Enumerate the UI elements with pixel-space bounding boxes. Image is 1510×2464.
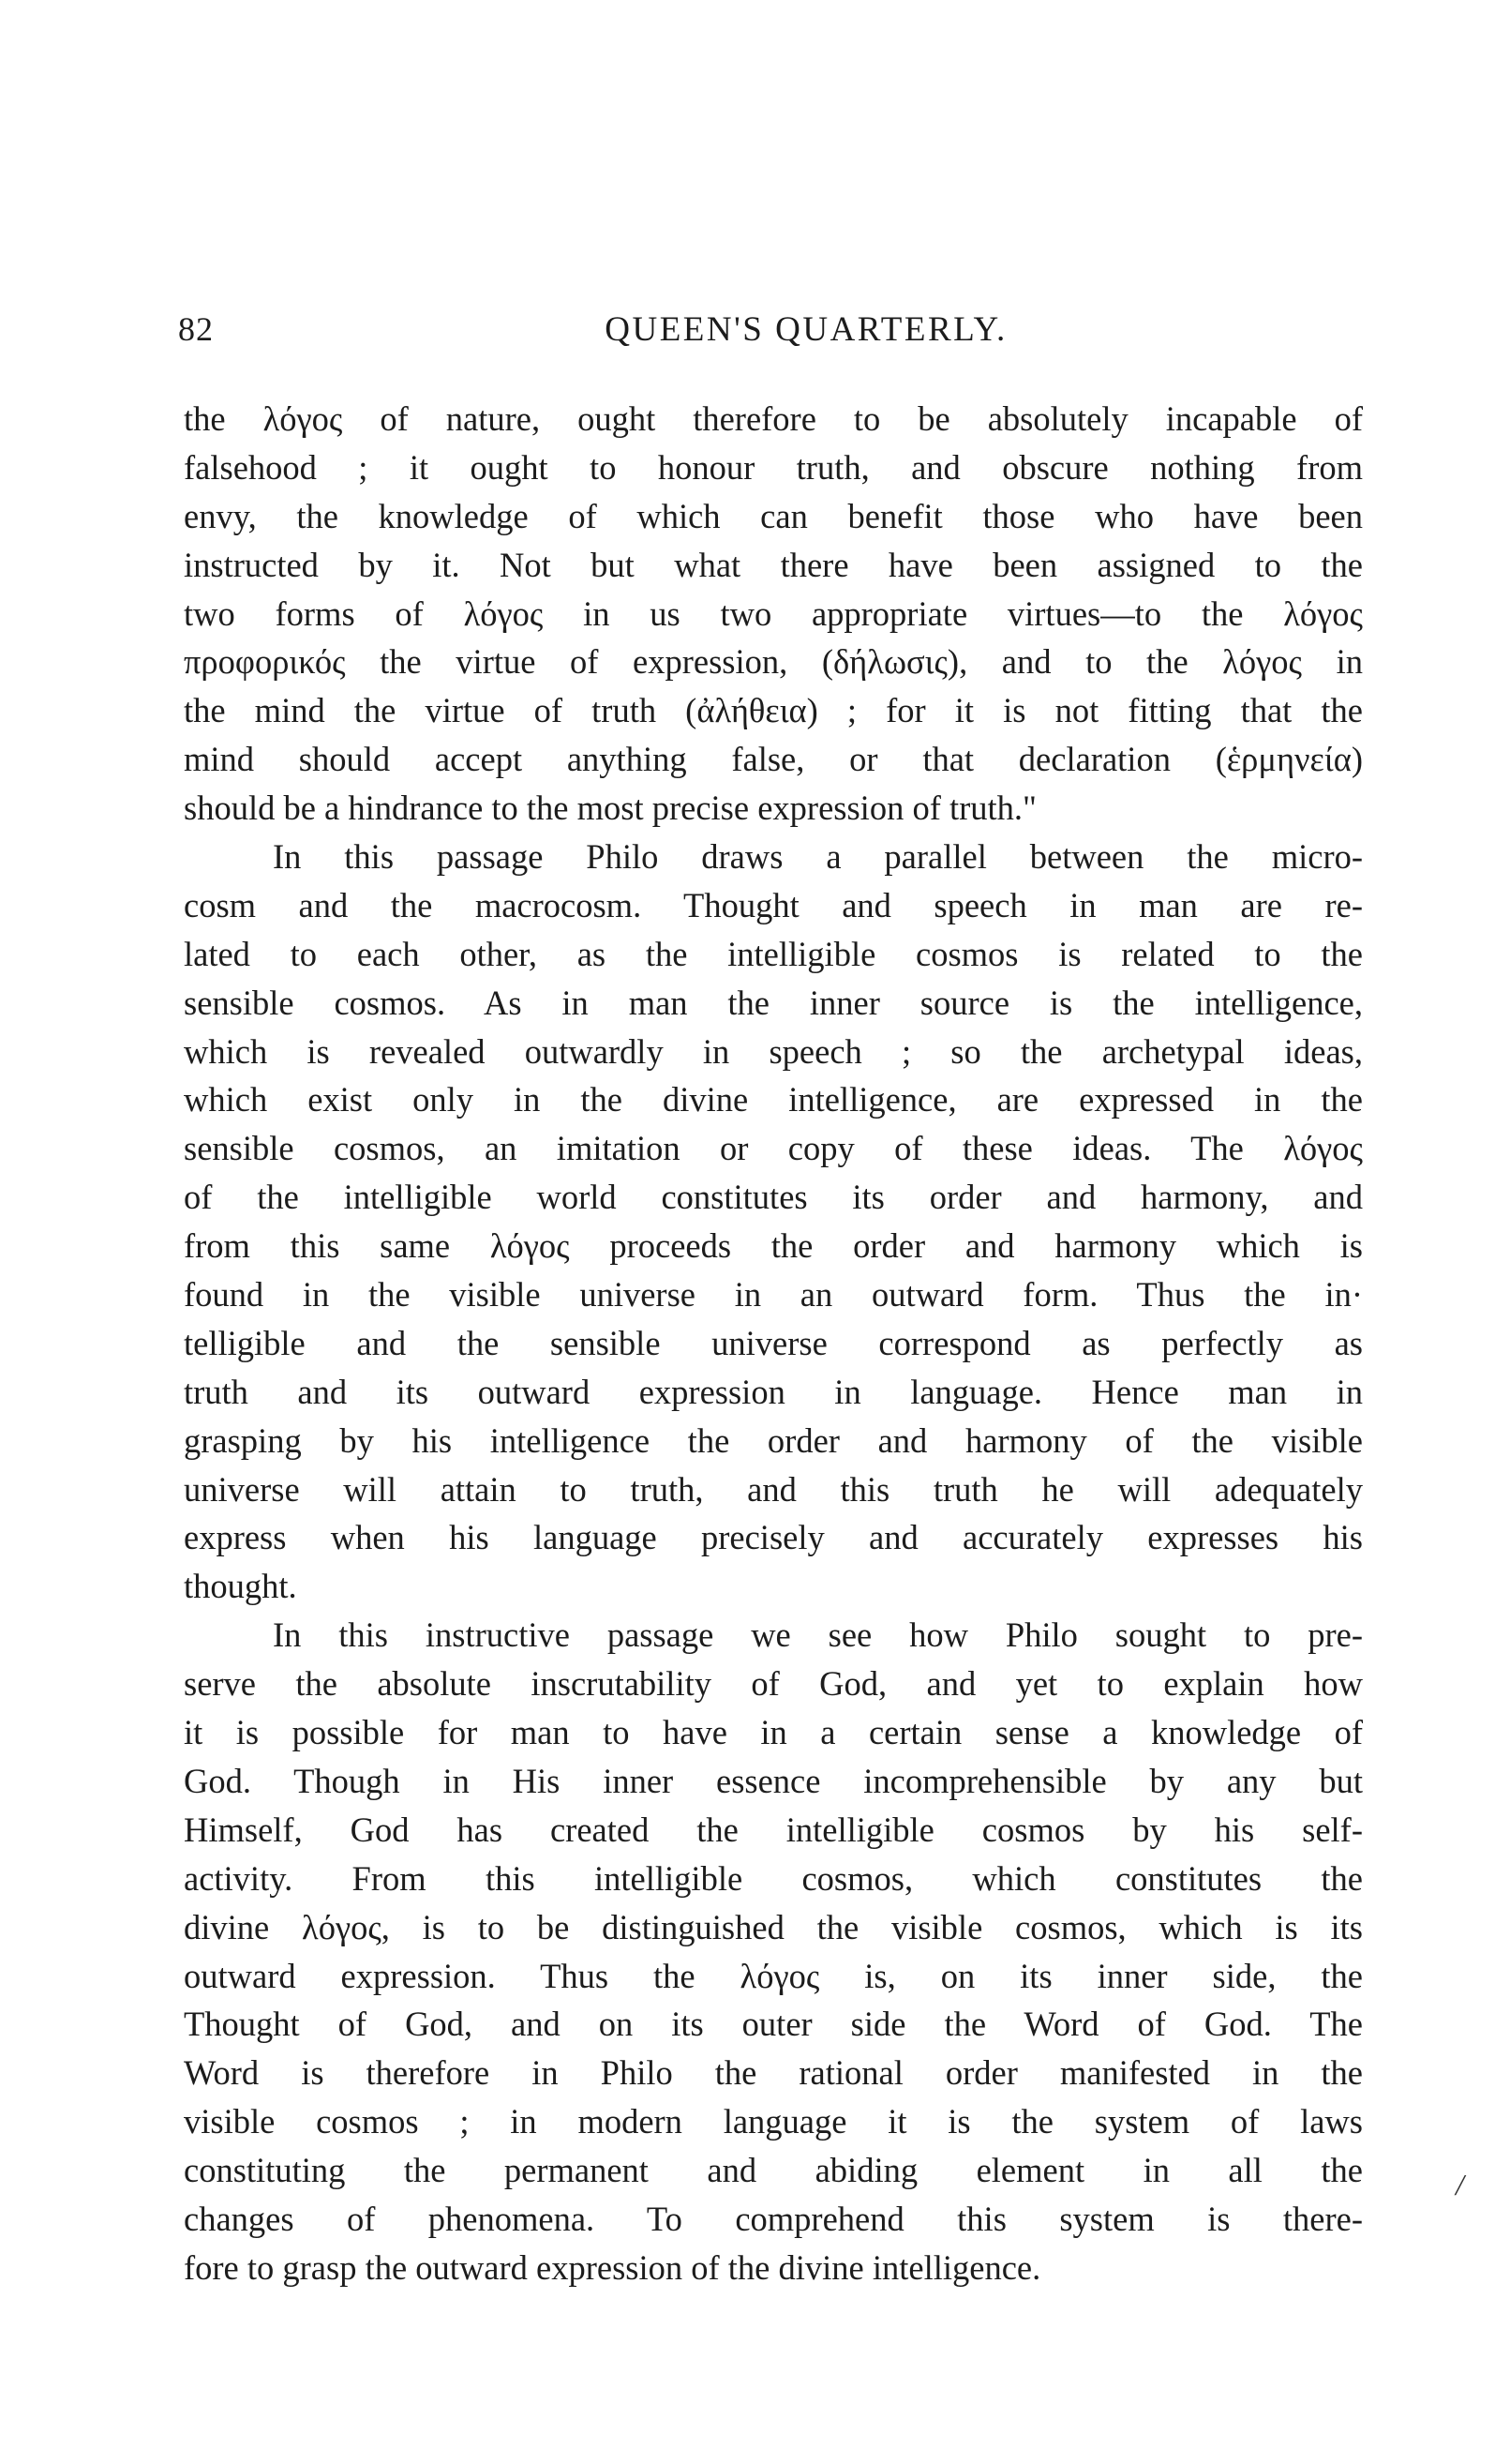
page-header [178, 309, 1378, 356]
margin-mark: / [1456, 2168, 1464, 2201]
text-line: cosm and the macrocosm. Thought and speech in man are re- [184, 885, 1363, 924]
text-line: sensible cosmos. As in man the inner source is the intelligence, [184, 983, 1363, 1022]
text-line: fore to grasp the outward expression of the divine intelligence. [184, 2247, 1041, 2287]
text-line: constituting the permanent and abiding element in all the [184, 2151, 1363, 2190]
text-line: universe will attain to truth, and this truth he will adequately [184, 1469, 1363, 1509]
text-line: προφορικός the virtue of expression, (δήλωσις), and to the λόγος in [184, 642, 1363, 682]
text-line: God. Though in His inner essence incomprehensible by any but [184, 1761, 1363, 1800]
text-line: of the intelligible world constitutes its order and harmony, and [184, 1178, 1363, 1217]
body-text [184, 395, 1363, 2292]
text-line: which exist only in the divine intelligence, are expressed in the [184, 1080, 1363, 1119]
text-line: mind should accept anything false, or that declaration (ἑρμηνεία) [184, 740, 1363, 779]
text-line: visible cosmos ; in modern language it is the system of laws [184, 2102, 1363, 2141]
text-line: grasping by his intelligence the order and harmony of the visible [184, 1420, 1363, 1460]
text-line: the λόγος of nature, ought therefore to be absolutely incapable of [184, 399, 1363, 438]
running-title: QUEEN'S QUARTERLY. [605, 310, 1008, 349]
text-line: it is possible for man to have in a certain sense a knowledge of [184, 1713, 1363, 1752]
text-line: outward expression. Thus the λόγος is, on its inner side, the [184, 1956, 1363, 1995]
text-line: changes of phenomena. To comprehend this system is there- [184, 2199, 1363, 2238]
text-line: the mind the virtue of truth (ἀλήθεια) ; for it is not fitting that the [184, 691, 1363, 730]
text-line: falsehood ; it ought to honour truth, and obscure nothing from [184, 447, 1363, 487]
text-line: telligible and the sensible universe correspond as perfectly as [184, 1323, 1363, 1362]
text-line: from this same λόγος proceeds the order and harmony which is [184, 1226, 1363, 1266]
text-line: envy, the knowledge of which can benefit those who have been [184, 496, 1363, 535]
text-line: lated to each other, as the intelligible cosmos is related to the [184, 934, 1363, 973]
text-line: should be a hindrance to the most precise expression of truth." [184, 789, 1037, 828]
text-line: which is revealed outwardly in speech ; so the archetypal ideas, [184, 1031, 1363, 1071]
text-line: express when his language precisely and accurately expresses his [184, 1518, 1363, 1557]
page-number: 82 [178, 310, 214, 348]
text-line: serve the absolute inscrutability of God, and yet to explain how [184, 1664, 1363, 1704]
text-line: sensible cosmos, an imitation or copy of these ideas. The λόγος [184, 1129, 1363, 1168]
text-line: activity. From this intelligible cosmos, which constitutes the [184, 1858, 1363, 1898]
text-line: Word is therefore in Philo the rational order manifested in the [184, 2053, 1363, 2093]
text-line: instructed by it. Not but what there have been assigned to the [184, 545, 1363, 584]
text-line: divine λόγος, is to be distinguished the visible cosmos, which is its [184, 1907, 1363, 1946]
paragraph-start-line: In this passage Philo draws a parallel between the micro- [273, 837, 1363, 877]
text-line: two forms of λόγος in us two appropriate virtues—to the λόγος [184, 593, 1363, 633]
text-line: Thought of God, and on its outer side the Word of God. The [184, 2005, 1363, 2044]
text-line: Himself, God has created the intelligible cosmos by his self- [184, 1810, 1363, 1849]
text-line: found in the visible universe in an outward form. Thus the in· [184, 1275, 1363, 1315]
text-line: thought. [184, 1567, 297, 1606]
text-line: truth and its outward expression in language. Hence man in [184, 1372, 1363, 1411]
paragraph-start-line: In this instructive passage we see how Philo sought to pre- [273, 1615, 1363, 1655]
